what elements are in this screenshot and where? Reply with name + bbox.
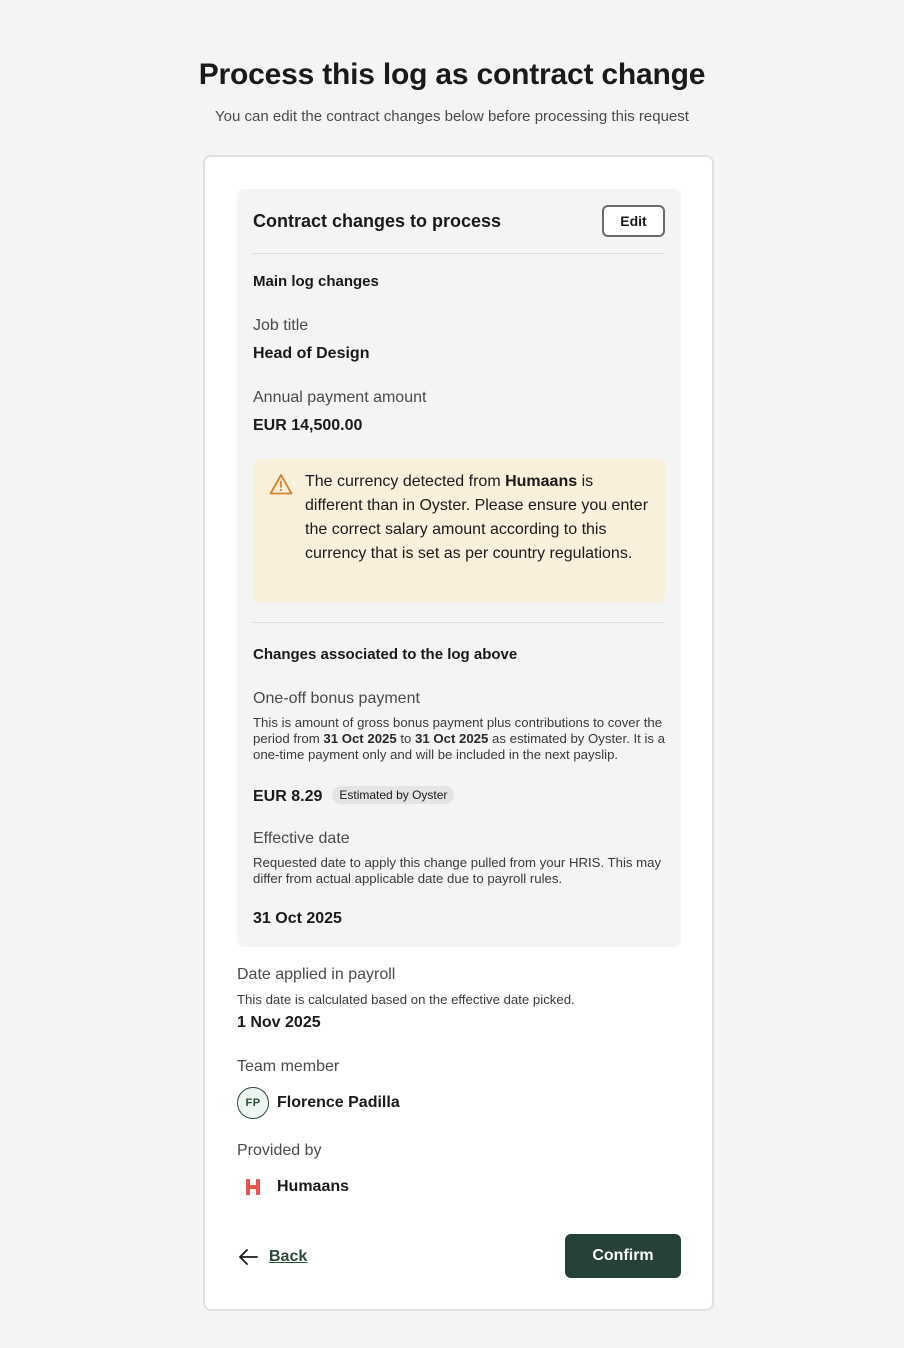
annual-payment-label: Annual payment amount [253,389,427,406]
bonus-help: This is amount of gross bonus payment plus contributions to cover the period from 31 Oct 2025 to 31 Oct 2025 as estimated by Oyster. It is a one-time payment only and will be included in the next payslip. [253,715,665,762]
arrow-left-icon [237,1248,259,1266]
bonus-value-row [253,786,454,806]
provided-by-label: Provided by [237,1142,322,1159]
page-subtitle: You can edit the contract changes below before processing this request [215,108,689,125]
confirm-button[interactable]: Confirm [565,1234,681,1278]
associated-changes-title: Changes associated to the log above [253,646,518,663]
effective-date-help: Requested date to apply this change pulled from your HRIS. This may differ from actual applicable date due to payroll rules. [253,855,662,886]
warning-text: The currency detected from Humaans is different than in Oyster. Please ensure you enter the correct salary amount according to this currency that is set as per country regulations. [305,473,649,562]
divider [253,253,665,254]
payroll-date-label: Date applied in payroll [237,966,396,983]
provider-name: Humaans [277,1178,350,1195]
annual-payment-value: EUR 14,500.00 [253,417,363,434]
panel-title: Contract changes to process [253,211,502,231]
process-card [203,155,714,1311]
divider [253,622,665,623]
bonus-value: EUR 8.29 [253,788,323,805]
team-member-name: Florence Padilla [277,1094,400,1111]
job-title-value: Head of Design [253,345,370,362]
bonus-label: One-off bonus payment [253,690,420,707]
page-title: Process this log as contract change [198,58,706,91]
team-member-label: Team member [237,1058,340,1075]
warning-provider-name: Humaans [505,473,578,490]
back-label[interactable]: Back [269,1248,308,1265]
effective-date-label: Effective date [253,830,350,847]
edit-button[interactable]: Edit [602,205,665,237]
main-log-changes-title: Main log changes [253,273,379,290]
avatar: FP [237,1087,269,1119]
job-title-label: Job title [253,317,309,334]
contract-changes-panel [237,189,681,947]
effective-date-value: 31 Oct 2025 [253,910,342,927]
warning-icon [269,473,293,495]
back-link[interactable] [237,1245,307,1269]
estimated-badge: Estimated by Oyster [332,786,454,804]
payroll-date-help: This date is calculated based on the effective date picked. [237,992,575,1007]
currency-warning [253,459,665,603]
payroll-date-value: 1 Nov 2025 [237,1014,321,1031]
humaans-logo-icon [243,1177,263,1197]
